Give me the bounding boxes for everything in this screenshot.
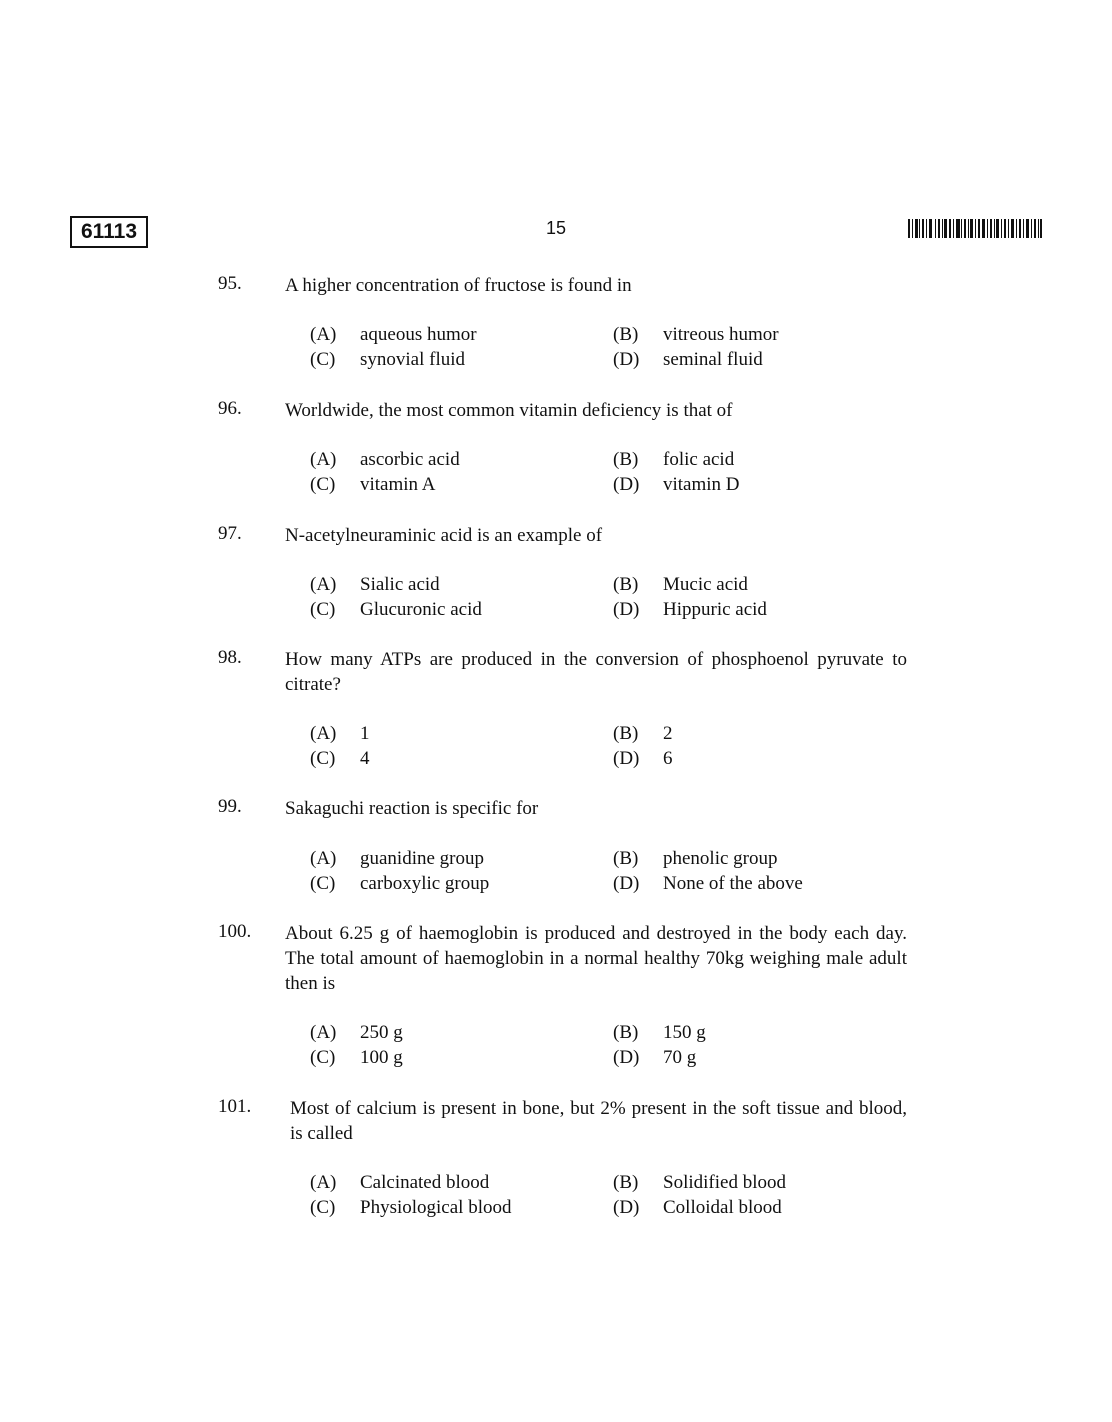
option-b[interactable]: (B) Solidified blood	[613, 1172, 786, 1193]
question-text: How many ATPs are produced in the conversion of phosphoenol pyruvate to citrate?	[285, 649, 907, 695]
barcode-icon	[908, 219, 1042, 238]
option-a[interactable]: (A) Sialic acid	[310, 574, 440, 595]
option-d[interactable]: (D) vitamin D	[613, 474, 740, 495]
question-number: 95.	[218, 273, 242, 294]
option-d[interactable]: (D) None of the above	[613, 873, 803, 894]
option-b[interactable]: (B) vitreous humor	[613, 324, 779, 345]
option-d[interactable]: (D) 70 g	[613, 1047, 697, 1068]
question-text: About 6.25 g of haemoglobin is produced and destroyed in the body each day. The total amount of haemoglobin in a normal healthy 70kg weighing male adult then is	[285, 923, 907, 994]
option-a[interactable]: (A) Calcinated blood	[310, 1172, 490, 1193]
option-b[interactable]: (B) folic acid	[613, 449, 735, 470]
option-c[interactable]: (C) Physiological blood	[310, 1197, 512, 1218]
question-number: 100.	[218, 921, 252, 942]
option-d[interactable]: (D) Hippuric acid	[613, 599, 767, 620]
option-a[interactable]: (A) ascorbic acid	[310, 449, 460, 470]
option-a[interactable]: (A) 250 g	[310, 1022, 403, 1043]
option-d[interactable]: (D) Colloidal blood	[613, 1197, 782, 1218]
paper-code-box: 61113	[70, 216, 148, 248]
question-number: 101.	[218, 1096, 252, 1117]
option-c[interactable]: (C) Glucuronic acid	[310, 599, 482, 620]
option-c[interactable]: (C) 100 g	[310, 1047, 403, 1068]
question-text: Sakaguchi reaction is specific for	[285, 798, 539, 819]
option-d[interactable]: (D) seminal fluid	[613, 349, 763, 370]
option-a[interactable]: (A) guanidine group	[310, 848, 485, 869]
option-b[interactable]: (B) 150 g	[613, 1022, 706, 1043]
option-c[interactable]: (C) carboxylic group	[310, 873, 490, 894]
option-d[interactable]: (D) 6	[613, 748, 673, 769]
option-c[interactable]: (C) 4	[310, 748, 370, 769]
question-text: A higher concentration of fructose is found in	[285, 275, 632, 296]
option-c[interactable]: (C) synovial fluid	[310, 349, 466, 370]
question-number: 99.	[218, 796, 242, 817]
option-b[interactable]: (B) 2	[613, 723, 673, 744]
page-number: 15	[545, 218, 567, 238]
question-text: Worldwide, the most common vitamin deficiency is that of	[285, 400, 733, 421]
question-number: 97.	[218, 523, 242, 544]
option-a[interactable]: (A) aqueous humor	[310, 324, 477, 345]
option-b[interactable]: (B) phenolic group	[613, 848, 778, 869]
option-c[interactable]: (C) vitamin A	[310, 474, 436, 495]
question-number: 96.	[218, 398, 242, 419]
question-number: 98.	[218, 647, 242, 668]
option-b[interactable]: (B) Mucic acid	[613, 574, 748, 595]
question-text: N-acetylneuraminic acid is an example of	[285, 525, 603, 546]
question-text: Most of calcium is present in bone, but 2% present in the soft tissue and blood, is called	[290, 1098, 907, 1144]
option-a[interactable]: (A) 1	[310, 723, 370, 744]
